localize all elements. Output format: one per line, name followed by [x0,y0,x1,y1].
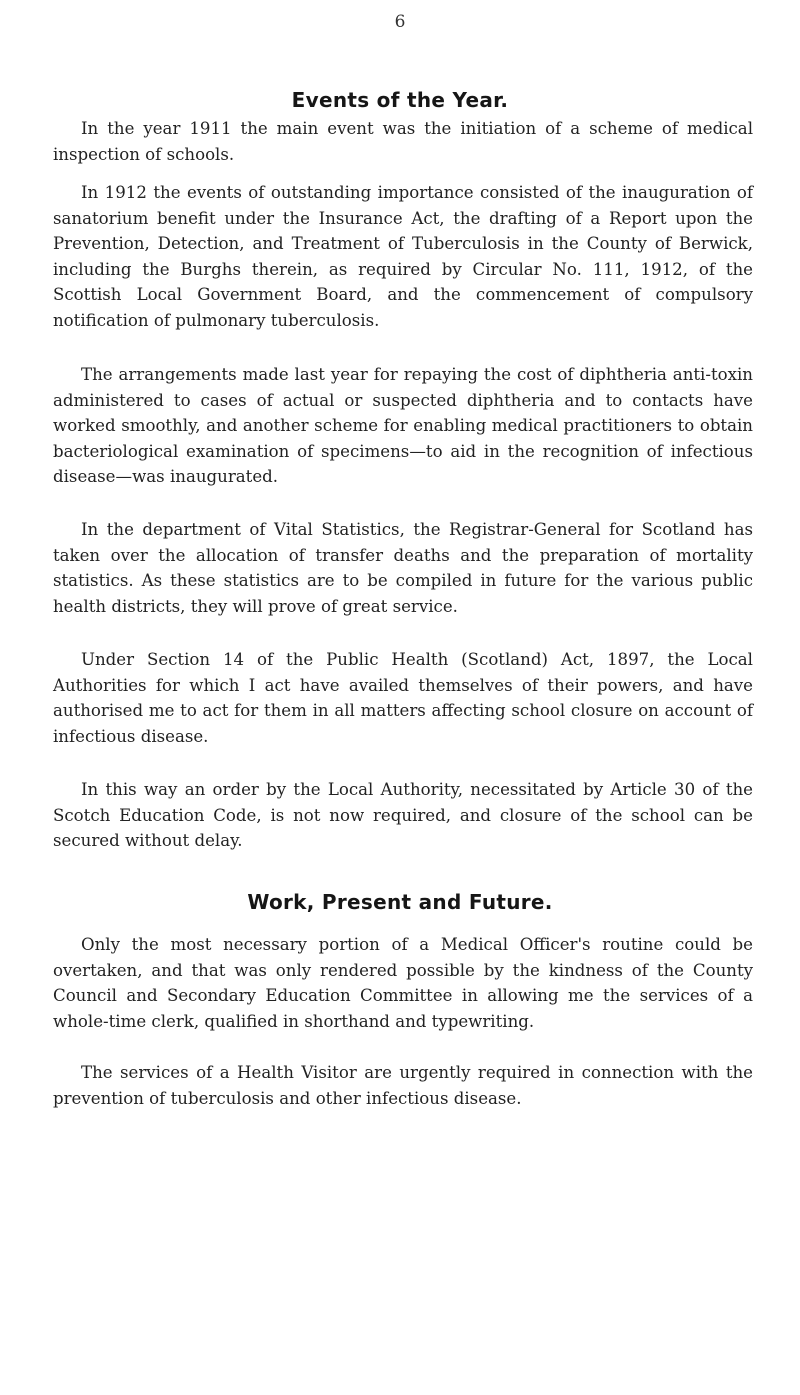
paragraph: In the year 1911 the main event was the initiation of a scheme of medical inspection of schools. [53,119,753,164]
paragraph: The arrangements made last year for repaying the cost of diphtheria anti-toxin administered to cases of actual or suspected diphtheria and to contacts have worked smoothly, and another scheme for enabling medical practitioners to obtain bacteriological examination of specimens—to aid in the recognition of infectious disease—was inaugurated. [53,365,753,487]
paragraph: Only the most necessary portion of a Medical Officer's routine could be overtaken, and that was only rendered possible by the kindness of the County Council and Secondary Education Committee in allowing me the services of a whole-time clerk, qualified in shorthand and typewriting. [53,935,753,1031]
paragraph: In 1912 the events of outstanding importance consisted of the inauguration of sanatorium benefit under the Insurance Act, the drafting of a Report upon the Prevention, Detection, and Treatment of Tuberculosis in the County of Berwick, including the Burghs therein, as required by Circular No. 111, 1912, of the Scottish Local Government Board, and the commencement of compulsory notification of pulmonary tuberculosis. [53,183,753,330]
section-heading-work: Work, Present and Future. [247,890,553,914]
paragraph: In this way an order by the Local Authority, necessitated by Article 30 of the Scotch Education Code, is not now required, and closure of the school can be secured without delay. [53,780,753,851]
section-heading-events: Events of the Year. [291,88,509,112]
paragraph: The services of a Health Visitor are urgently required in connection with the prevention of tuberculosis and other infectious disease. [53,1063,753,1108]
page-number: 6 [394,12,406,32]
paragraph: In the department of Vital Statistics, the Registrar-General for Scotland has taken over the allocation of transfer deaths and the preparation of mortality statistics. As these statistics are to be compiled in future for the various public health districts, they will prove of great service. [53,520,753,616]
paragraph: Under Section 14 of the Public Health (Scotland) Act, 1897, the Local Authorities for which I act have availed themselves of their powers, and have authorised me to act for them in all matters affecting school closure on account of infectious disease. [53,650,753,746]
